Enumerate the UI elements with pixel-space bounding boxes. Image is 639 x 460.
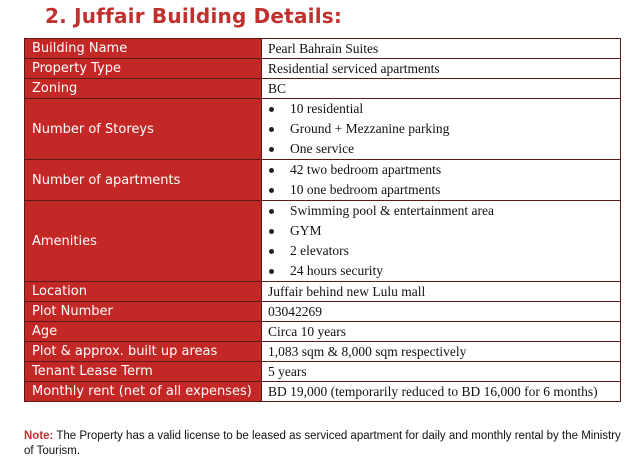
row-value: Residential serviced apartments (262, 59, 621, 79)
row-label: Location (25, 282, 262, 302)
list-item: Ground + Mezzanine parking (268, 119, 612, 139)
table-row (25, 39, 621, 59)
row-value: Circa 10 years (262, 322, 621, 342)
table-row (25, 79, 621, 99)
row-label: Zoning (25, 79, 262, 99)
bullet-icon (269, 269, 274, 274)
list-item: 42 two bedroom apartments (268, 160, 612, 180)
row-value: 5 years (262, 362, 621, 382)
bullet-icon (269, 209, 274, 214)
table-row (25, 342, 621, 362)
row-label: Tenant Lease Term (25, 362, 262, 382)
row-label: Amenities (25, 201, 262, 282)
row-value (262, 160, 621, 201)
table-row (25, 322, 621, 342)
table-row (25, 282, 621, 302)
bullet-icon (269, 107, 274, 112)
bullet-list (268, 160, 612, 200)
row-value (262, 99, 621, 160)
row-label: Plot & approx. built up areas (25, 342, 262, 362)
row-value: BD 19,000 (temporarily reduced to BD 16,000 for 6 months) (262, 382, 621, 402)
row-value: 03042269 (262, 302, 621, 322)
bullet-icon (269, 127, 274, 132)
table-row (25, 99, 621, 160)
bullet-icon (269, 249, 274, 254)
list-item: Swimming pool & entertainment area (268, 201, 612, 221)
list-item: 10 one bedroom apartments (268, 180, 612, 200)
footnote (24, 429, 624, 459)
row-value: 1,083 sqm & 8,000 sqm respectively (262, 342, 621, 362)
row-value (262, 201, 621, 282)
row-label: Number of apartments (25, 160, 262, 201)
bullet-icon (269, 147, 274, 152)
table-row (25, 382, 621, 402)
note-label: Note: (24, 430, 54, 442)
bullet-icon (269, 229, 274, 234)
table-row (25, 59, 621, 79)
section-heading: 2. Juffair Building Details: (45, 4, 343, 28)
row-label: Monthly rent (net of all expenses) (25, 382, 262, 402)
table-row (25, 302, 621, 322)
bullet-icon (269, 188, 274, 193)
row-value: Juffair behind new Lulu mall (262, 282, 621, 302)
list-item: 2 elevators (268, 241, 612, 261)
building-details-table (24, 38, 621, 402)
list-item: One service (268, 139, 612, 159)
row-label: Number of Storeys (25, 99, 262, 160)
table-row (25, 362, 621, 382)
list-item: 24 hours security (268, 261, 612, 281)
list-item: GYM (268, 221, 612, 241)
bullet-list (268, 201, 612, 281)
table-row (25, 201, 621, 282)
row-label: Property Type (25, 59, 262, 79)
row-label: Plot Number (25, 302, 262, 322)
note-text: The Property has a valid license to be leased as serviced apartment for daily and monthly rental by the Ministry of Tourism. (24, 430, 621, 457)
bullet-list (268, 99, 612, 159)
bullet-icon (269, 168, 274, 173)
row-value: Pearl Bahrain Suites (262, 39, 621, 59)
list-item: 10 residential (268, 99, 612, 119)
row-label: Age (25, 322, 262, 342)
row-value: BC (262, 79, 621, 99)
table-row (25, 160, 621, 201)
row-label: Building Name (25, 39, 262, 59)
